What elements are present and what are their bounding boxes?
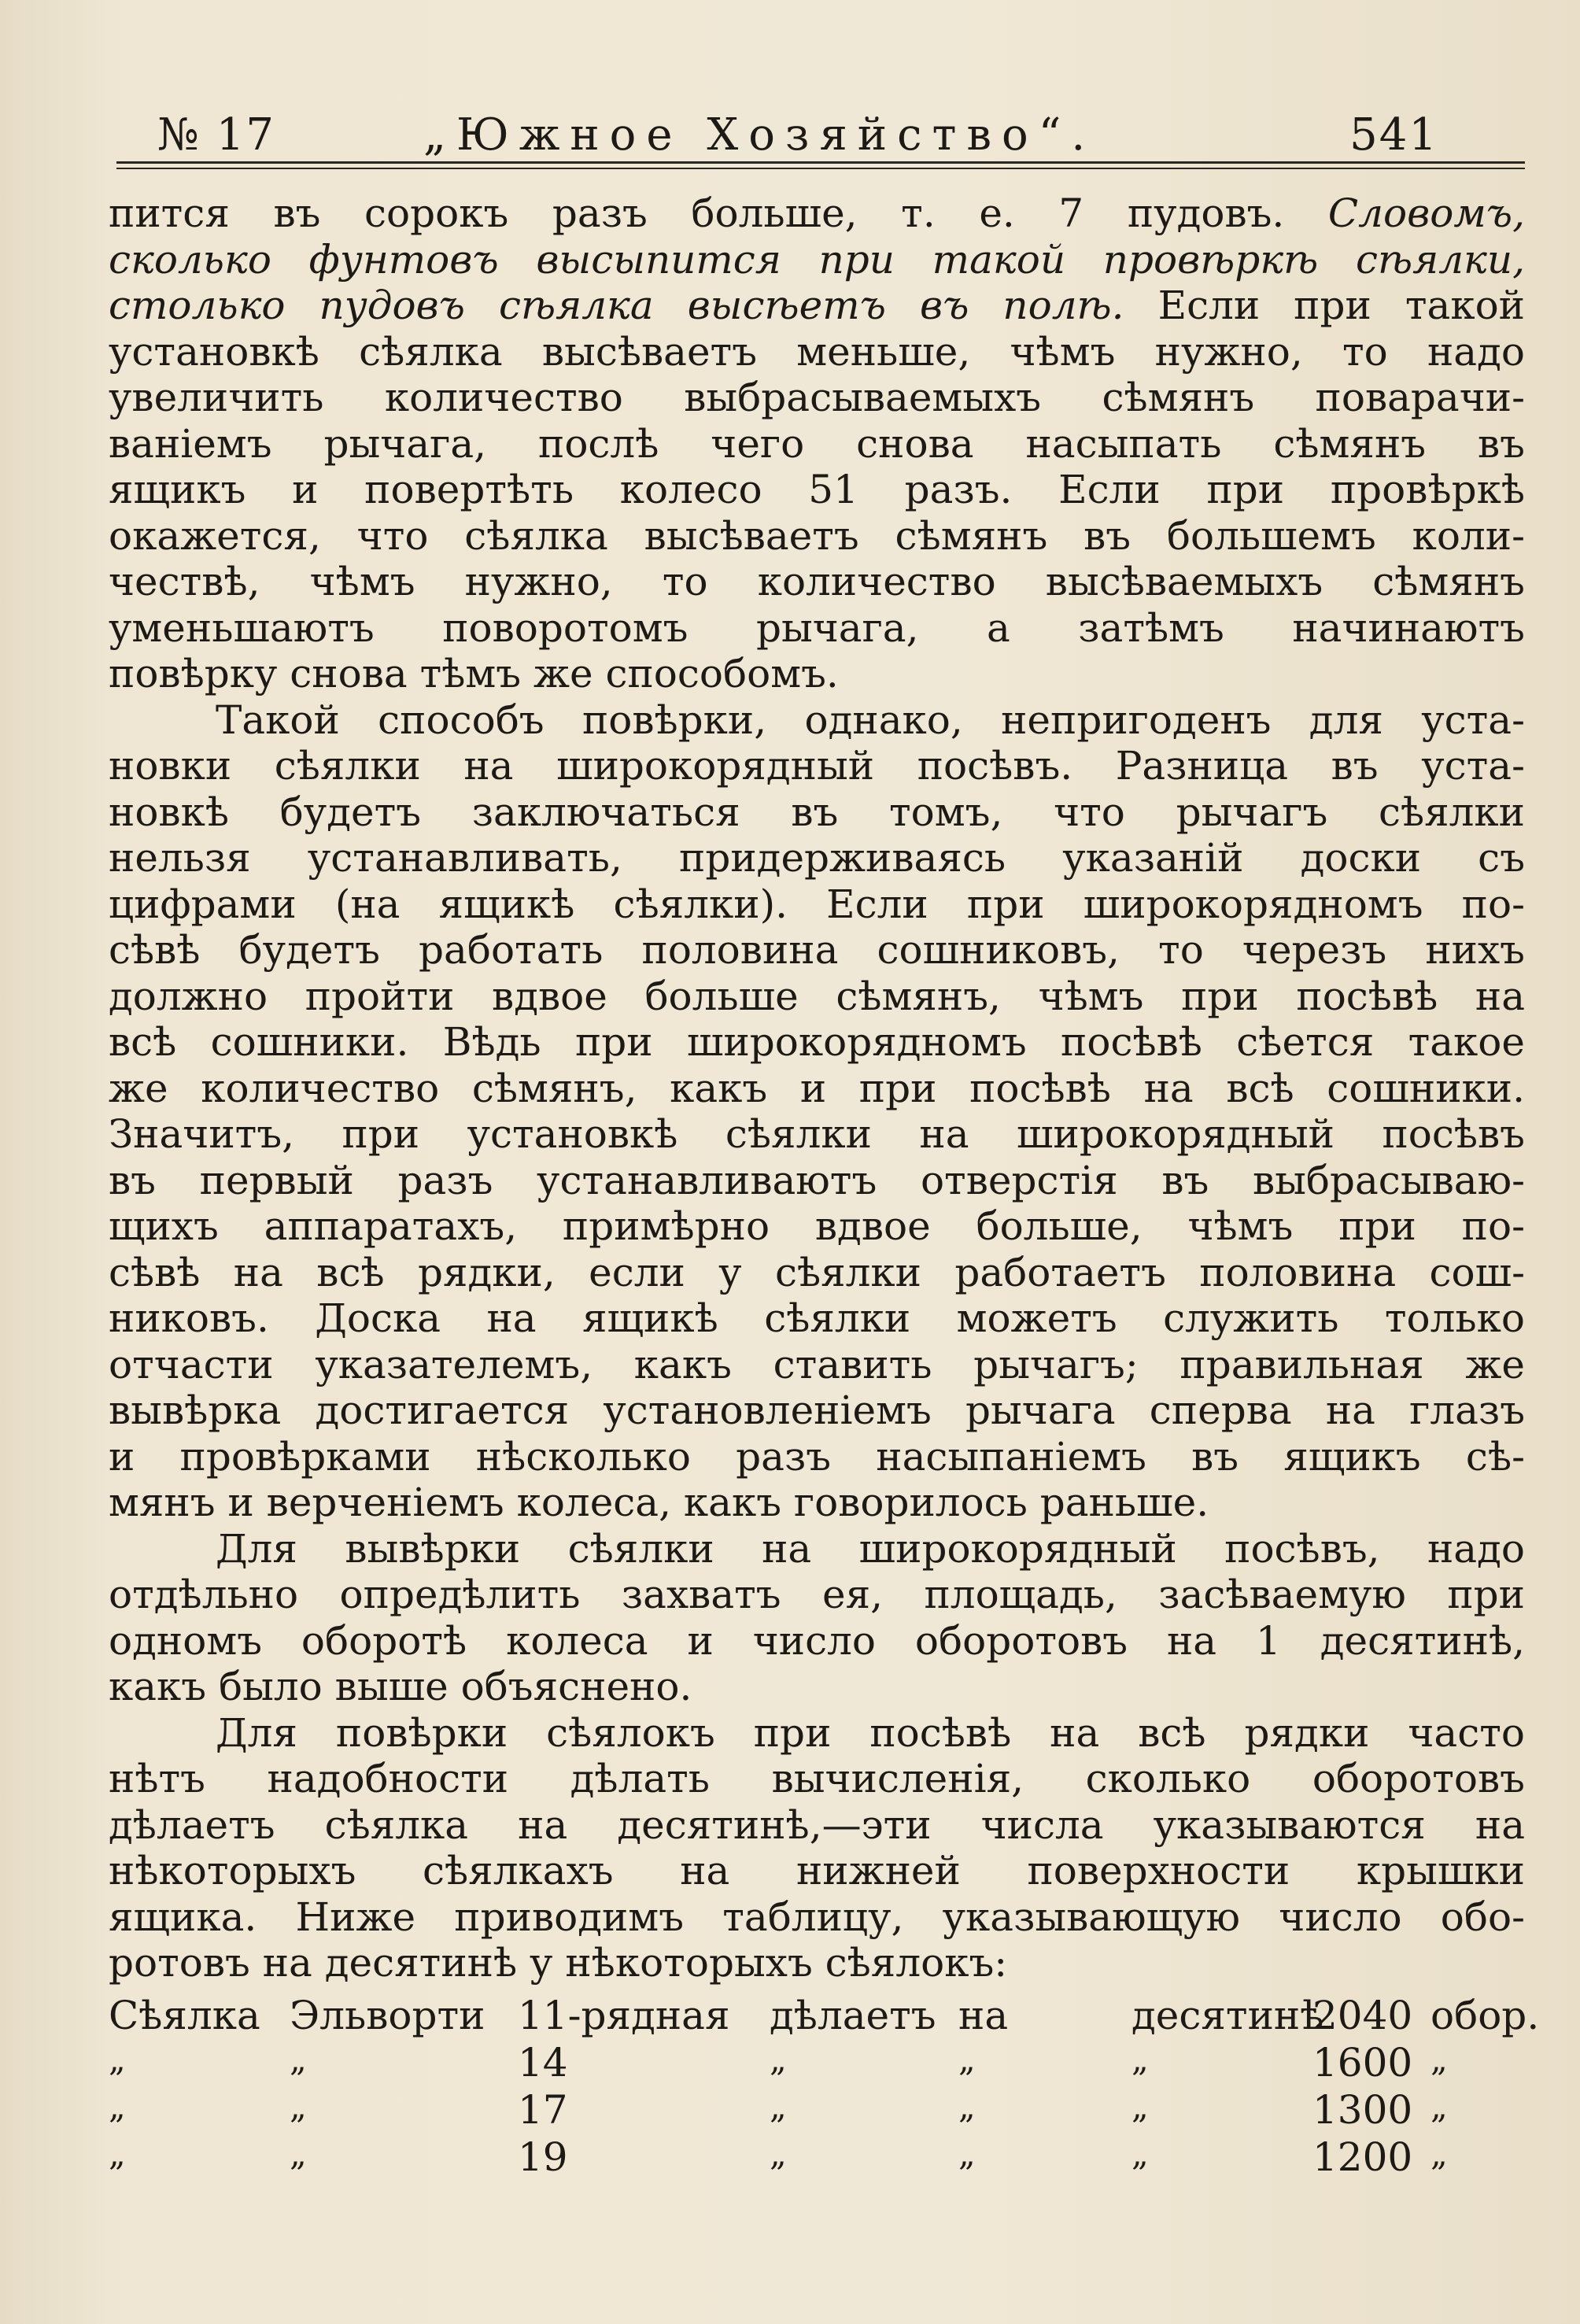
text-line	[109, 1618, 1525, 1664]
table-cell: десятинѣ	[1131, 1993, 1324, 2038]
table-cell: „	[1430, 2040, 1448, 2078]
running-header	[116, 106, 1486, 169]
text-segment: цифрами (на ящикѣ сѣялки). Если при широкорядномъ по-	[109, 881, 1525, 927]
text-line	[109, 1756, 1525, 1802]
journal-title: „Южное Хозяйство“.	[423, 109, 1096, 161]
text-line	[109, 927, 1525, 974]
italic-segment: сколько фунтовъ высыпится при такой провѣркѣ сѣялки,	[109, 236, 1525, 283]
text-line	[109, 835, 1525, 881]
text-line	[109, 697, 1525, 744]
issue-number: № 17	[157, 109, 276, 161]
text-segment: вывѣрка достигается установленіемъ рычага сперва на глазъ	[109, 1387, 1525, 1433]
table-cell: Эльворти	[290, 1993, 485, 2038]
table-cell: 1600	[1312, 2040, 1413, 2086]
text-segment: нѣкоторыхъ сѣялкахъ на нижней поверхности крышки	[109, 1848, 1525, 1894]
table-cell: „	[1430, 2134, 1448, 2173]
italic-segment: Словомъ,	[1327, 190, 1525, 236]
text-segment: сѣвѣ будетъ работать половина сошниковъ, то черезъ нихъ	[109, 927, 1525, 973]
text-line	[109, 1802, 1525, 1849]
header-rule-top	[116, 161, 1525, 164]
table-cell: „	[770, 2040, 787, 2078]
text-segment: повѣрку снова тѣмъ же способомъ.	[109, 651, 839, 696]
text-segment: новки сѣялки на широкорядный посѣвъ. Разница въ уста-	[109, 743, 1525, 789]
text-segment: Для повѣрки сѣялокъ при посѣвѣ на всѣ рядки часто	[216, 1709, 1525, 1756]
text-line	[109, 651, 1525, 697]
table-row	[109, 1993, 1540, 2040]
text-line	[109, 881, 1525, 928]
text-line	[109, 1250, 1525, 1296]
text-line	[109, 974, 1525, 1020]
table-cell: 11-рядная	[518, 1993, 730, 2038]
text-line	[109, 375, 1525, 421]
text-line	[109, 1158, 1525, 1204]
text-segment: чествѣ, чѣмъ нужно, то количество высѣваемыхъ сѣмянъ	[109, 559, 1525, 604]
text-line	[109, 1664, 1525, 1710]
text-segment: Значитъ, при установкѣ сѣялки на широкорядный посѣвъ	[109, 1111, 1525, 1157]
table-cell: „	[109, 2040, 126, 2078]
text-segment: всѣ сошники. Вѣдь при широкорядномъ посѣвѣ сѣется такое	[109, 1019, 1525, 1065]
text-line	[109, 743, 1525, 789]
table-cell: „	[1131, 2040, 1149, 2078]
table-cell: „	[109, 2134, 126, 2173]
text-line	[109, 559, 1525, 605]
text-segment: отчасти указателемъ, какъ ставить рычагъ; правильная же	[109, 1341, 1525, 1387]
table-cell: „	[958, 2040, 976, 2078]
text-line	[109, 1387, 1525, 1434]
text-line	[109, 1203, 1525, 1250]
text-line	[109, 605, 1525, 652]
text-line	[109, 513, 1525, 560]
text-line	[109, 237, 1525, 283]
text-line	[109, 1572, 1525, 1618]
text-line	[109, 1342, 1525, 1388]
text-segment: же количество сѣмянъ, какъ и при посѣвѣ на всѣ сошники.	[109, 1065, 1525, 1111]
table-row	[109, 2087, 1525, 2134]
text-line	[109, 1434, 1525, 1480]
text-segment: ваніемъ рычага, послѣ чего снова насыпать сѣмянъ въ	[109, 420, 1525, 467]
text-segment: въ первый разъ устанавливаютъ отверстія въ выбрасываю-	[109, 1157, 1525, 1203]
page-number: 541	[1349, 109, 1438, 161]
text-segment: ящика. Ниже приводимъ таблицу, указывающую число обо-	[109, 1894, 1525, 1940]
text-line	[109, 1710, 1525, 1757]
text-segment: нельзя устанавливать, придерживаясь указаній доски съ	[109, 835, 1525, 881]
table-cell: „	[290, 2087, 307, 2126]
text-segment: никовъ. Доска на ящикѣ сѣялки можетъ служить только	[109, 1295, 1525, 1341]
text-segment: Для вывѣрки сѣялки на широкорядный посѣвъ, надо	[216, 1525, 1525, 1572]
text-segment: Если при такой	[1124, 283, 1525, 328]
text-segment: должно пройти вдвое больше сѣмянъ, чѣмъ при посѣвѣ на	[109, 973, 1525, 1019]
table-cell: „	[770, 2087, 787, 2126]
text-segment: увеличить количество выбрасываемыхъ сѣмянъ поварачи-	[109, 375, 1525, 420]
text-segment: установкѣ сѣялка высѣваетъ меньше, чѣмъ нужно, то надо	[109, 328, 1525, 375]
table-cell: на	[958, 1993, 1009, 2038]
text-segment: дѣлаетъ сѣялка на десятинѣ,—эти числа указываются на	[109, 1801, 1525, 1848]
text-line	[109, 789, 1525, 836]
table-row	[109, 2040, 1525, 2087]
table-cell: Сѣялка	[109, 1993, 260, 2038]
table-cell: 2040	[1312, 1993, 1413, 2038]
text-segment: уменьшаютъ поворотомъ рычага, а затѣмъ начинаютъ	[109, 604, 1525, 651]
text-segment: ротовъ на десятинѣ у нѣкоторыхъ сѣялокъ:	[109, 1940, 1008, 1986]
table-cell: „	[290, 2040, 307, 2078]
text-segment: какъ было выше объяснено.	[109, 1664, 692, 1709]
text-line	[109, 329, 1525, 375]
text-segment: окажется, что сѣялка высѣваетъ сѣмянъ въ большемъ коли-	[109, 512, 1525, 559]
text-segment: нѣтъ надобности дѣлать вычисленія, сколько оборотовъ	[109, 1756, 1525, 1801]
text-line	[109, 1066, 1525, 1112]
table-cell: „	[109, 2087, 126, 2126]
text-segment: одномъ оборотѣ колеса и число оборотовъ на 1 десятинѣ,	[109, 1617, 1525, 1664]
text-segment: пится въ сорокъ разъ больше, т. е. 7 пудовъ.	[109, 190, 1328, 236]
text-segment: и провѣрками нѣсколько разъ насыпаніемъ въ ящикъ сѣ-	[109, 1433, 1525, 1480]
table-cell: „	[958, 2087, 976, 2126]
text-line	[109, 1295, 1525, 1342]
text-segment: новкѣ будетъ заключаться въ томъ, что рычагъ сѣялки	[109, 789, 1525, 835]
text-line	[109, 1848, 1525, 1894]
text-line	[109, 467, 1525, 513]
text-line	[109, 1940, 1525, 1986]
text-line	[109, 1480, 1525, 1526]
text-segment: ящикъ и повертѣть колесо 51 разъ. Если при провѣркѣ	[109, 467, 1525, 512]
table-cell: 1200	[1312, 2134, 1413, 2180]
text-segment: отдѣльно опредѣлить захватъ ея, площадь, засѣваемую при	[109, 1572, 1525, 1617]
table-cell: 19	[518, 2134, 568, 2180]
text-line	[109, 1019, 1525, 1066]
table-cell: „	[1430, 2087, 1448, 2126]
text-line	[109, 421, 1525, 467]
italic-segment: столько пудовъ сѣялка высѣетъ въ полѣ.	[109, 283, 1124, 328]
text-line	[109, 283, 1525, 329]
text-segment: мянъ и верченіемъ колеса, какъ говорилось раньше.	[109, 1480, 1209, 1525]
table-cell: „	[290, 2134, 307, 2173]
table-cell: обор.	[1430, 1993, 1540, 2038]
table-cell: „	[958, 2134, 976, 2173]
text-line	[109, 190, 1525, 237]
table-cell: 14	[518, 2040, 568, 2086]
text-line	[109, 1111, 1525, 1158]
table-cell: 17	[518, 2087, 568, 2133]
text-segment: щихъ аппаратахъ, примѣрно вдвое больше, чѣмъ при по-	[109, 1203, 1525, 1249]
table-cell: „	[1131, 2134, 1149, 2173]
table-cell: „	[1131, 2087, 1149, 2126]
header-rule-bottom	[116, 168, 1525, 169]
table-cell: 1300	[1312, 2087, 1413, 2133]
article-body	[109, 190, 1525, 1986]
text-segment: Такой способъ повѣрки, однако, непригоденъ для уста-	[216, 696, 1525, 743]
text-line	[109, 1894, 1525, 1941]
table-row	[109, 2134, 1525, 2182]
text-line	[109, 1526, 1525, 1572]
seeder-revolutions-table	[109, 1993, 1540, 2182]
table-cell: „	[770, 2134, 787, 2173]
table-cell: дѣлаетъ	[770, 1993, 936, 2038]
text-segment: сѣвѣ на всѣ рядки, если у сѣялки работаетъ половина сош-	[109, 1249, 1525, 1295]
